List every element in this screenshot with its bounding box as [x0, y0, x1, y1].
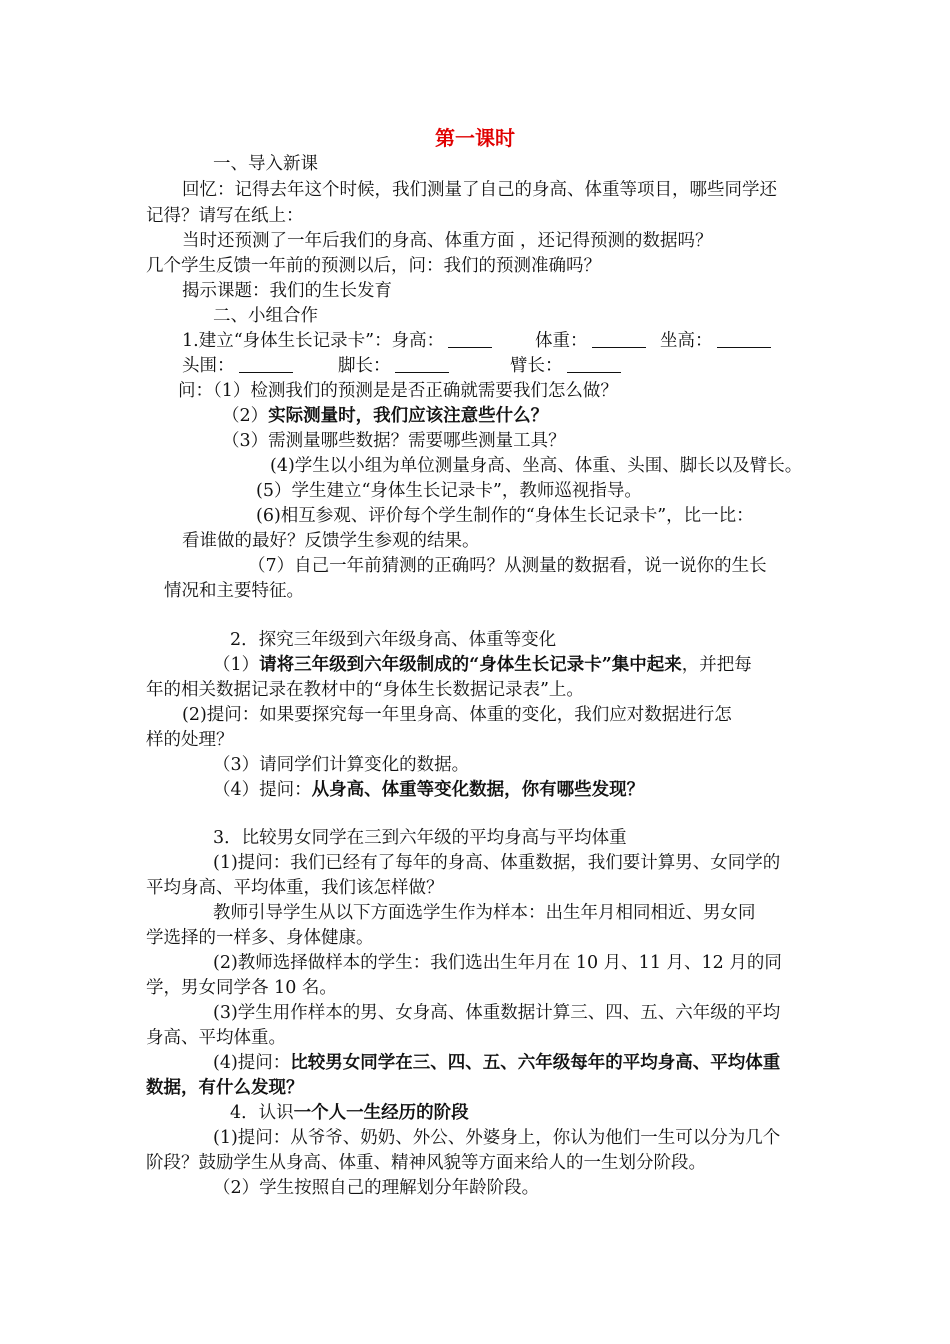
paragraph-line: （2）学生按照自己的理解划分年龄阶段。 — [213, 1178, 540, 1198]
item-number: 4．认识 — [230, 1103, 294, 1123]
question-line: 情况和主要特征。 — [164, 581, 304, 601]
arm-blank — [567, 356, 621, 373]
paragraph-line: 阶段？鼓励学生从身高、体重、精神风貌等方面来给人的一生划分阶段。 — [146, 1153, 706, 1173]
weight-field — [535, 329, 650, 353]
paragraph-line: 记得？请写在纸上： — [146, 206, 304, 226]
sitting-height-field — [660, 329, 775, 353]
paragraph-line: 几个学生反馈一年前的预测以后，问：我们的预测准确吗？ — [146, 256, 601, 276]
paragraph-line: (2)教师选择做样本的学生：我们选出生年月在 10 月、11 月、12 月的同 — [213, 953, 782, 973]
item-number: (4)提问： — [213, 1053, 291, 1073]
foot-label: 脚长： — [338, 356, 391, 376]
emphasis-text: 实际测量时，我们应该注意些什么？ — [268, 406, 549, 426]
part-heading: 3．比较男女同学在三到六年级的平均身高与平均体重 — [213, 828, 627, 848]
foot-blank — [395, 356, 449, 373]
emphasis-text: 比较男女同学在三、四、五、六年级每年的平均身高、平均体重 — [290, 1053, 781, 1073]
paragraph-line — [213, 1051, 780, 1075]
paragraph-line: （3）请同学们计算变化的数据。 — [213, 755, 470, 775]
emphasis-text: 从身高、体重等变化数据，你有哪些发现？ — [311, 780, 645, 800]
emphasis-line: 数据，有什么发现？ — [146, 1078, 304, 1098]
question-line: 问：（1）检测我们的预测是是否正确就需要我们怎么做？ — [178, 381, 618, 401]
section-heading: 一、导入新课 — [213, 154, 318, 174]
sitting-height-label: 坐高： — [660, 331, 713, 351]
paragraph-text: ，并把每 — [681, 655, 752, 675]
height-blank — [448, 331, 492, 348]
document-title: 第一课时 — [435, 126, 515, 150]
paragraph-line: 平均身高、平均体重，我们该怎样做？ — [146, 878, 444, 898]
head-blank — [239, 356, 293, 373]
paragraph-line: 当时还预测了一年后我们的身高、体重方面 ，还记得预测的数据吗？ — [182, 231, 713, 251]
sitting-height-blank — [717, 331, 771, 348]
foot-field — [338, 354, 453, 378]
question-line — [222, 404, 548, 428]
paragraph-line — [213, 778, 644, 802]
paragraph-line: 教师引导学生从以下方面选学生作为样本：出生年月相同相近、男女同 — [213, 903, 756, 923]
weight-label: 体重： — [535, 331, 588, 351]
paragraph-line: 回忆：记得去年这个时候，我们测量了自己的身高、体重等项目，哪些同学还 — [182, 180, 777, 200]
paragraph-line: 学选择的一样多、身体健康。 — [146, 928, 374, 948]
question-line: （7）自己一年前猜测的正确吗？从测量的数据看，说一说你的生长 — [248, 556, 767, 576]
record-card-line — [182, 329, 496, 353]
paragraph-line: (2)提问：如果要探究每一年里身高、体重的变化，我们应对数据进行怎 — [182, 705, 732, 725]
part-heading: 2．探究三年级到六年级身高、体重等变化 — [230, 630, 557, 650]
part-heading — [230, 1101, 469, 1125]
question-line: (6)相互参观、评价每个学生制作的“身体生长记录卡”，比一比： — [256, 506, 754, 526]
paragraph-line: 学，男女同学各 10 名。 — [146, 978, 337, 998]
paragraph-line — [213, 653, 752, 677]
section-heading: 二、小组合作 — [213, 306, 318, 326]
paragraph-line: 揭示课题：我们的生长发育 — [182, 281, 392, 301]
emphasis-text: 一个人一生经历的阶段 — [293, 1103, 469, 1123]
paragraph-line: (3)学生用作样本的男、女身高、体重数据计算三、四、五、六年级的平均 — [213, 1003, 781, 1023]
arm-field — [510, 354, 625, 378]
card-intro: 1.建立“身体生长记录卡”：身高： — [182, 331, 445, 351]
head-field — [182, 354, 297, 378]
paragraph-line: 身高、平均体重。 — [146, 1028, 286, 1048]
item-number: （1） — [213, 655, 260, 675]
arm-label: 臂长： — [510, 356, 563, 376]
question-number: （2） — [222, 406, 269, 426]
question-line: 看谁做的最好？反馈学生参观的结果。 — [182, 531, 480, 551]
weight-blank — [592, 331, 646, 348]
paragraph-line: 年的相关数据记录在教材中的“身体生长数据记录表”上。 — [146, 680, 584, 700]
question-line: （3）需测量哪些数据？需要哪些测量工具？ — [222, 431, 566, 451]
paragraph-line: (1)提问：我们已经有了每年的身高、体重数据，我们要计算男、女同学的 — [213, 853, 781, 873]
emphasis-text: 请将三年级到六年级制成的“身体生长记录卡”集中起来 — [259, 655, 682, 675]
item-number: （4）提问： — [213, 780, 312, 800]
head-label: 头围： — [182, 356, 235, 376]
paragraph-line: (1)提问：从爷爷、奶奶、外公、外婆身上，你认为他们一生可以分为几个 — [213, 1128, 781, 1148]
question-line: (4)学生以小组为单位测量身高、坐高、体重、头围、脚长以及臂长。 — [270, 456, 803, 476]
question-line: (5）学生建立“身体生长记录卡”，教师巡视指导。 — [256, 481, 642, 501]
paragraph-line: 样的处理？ — [146, 730, 234, 750]
